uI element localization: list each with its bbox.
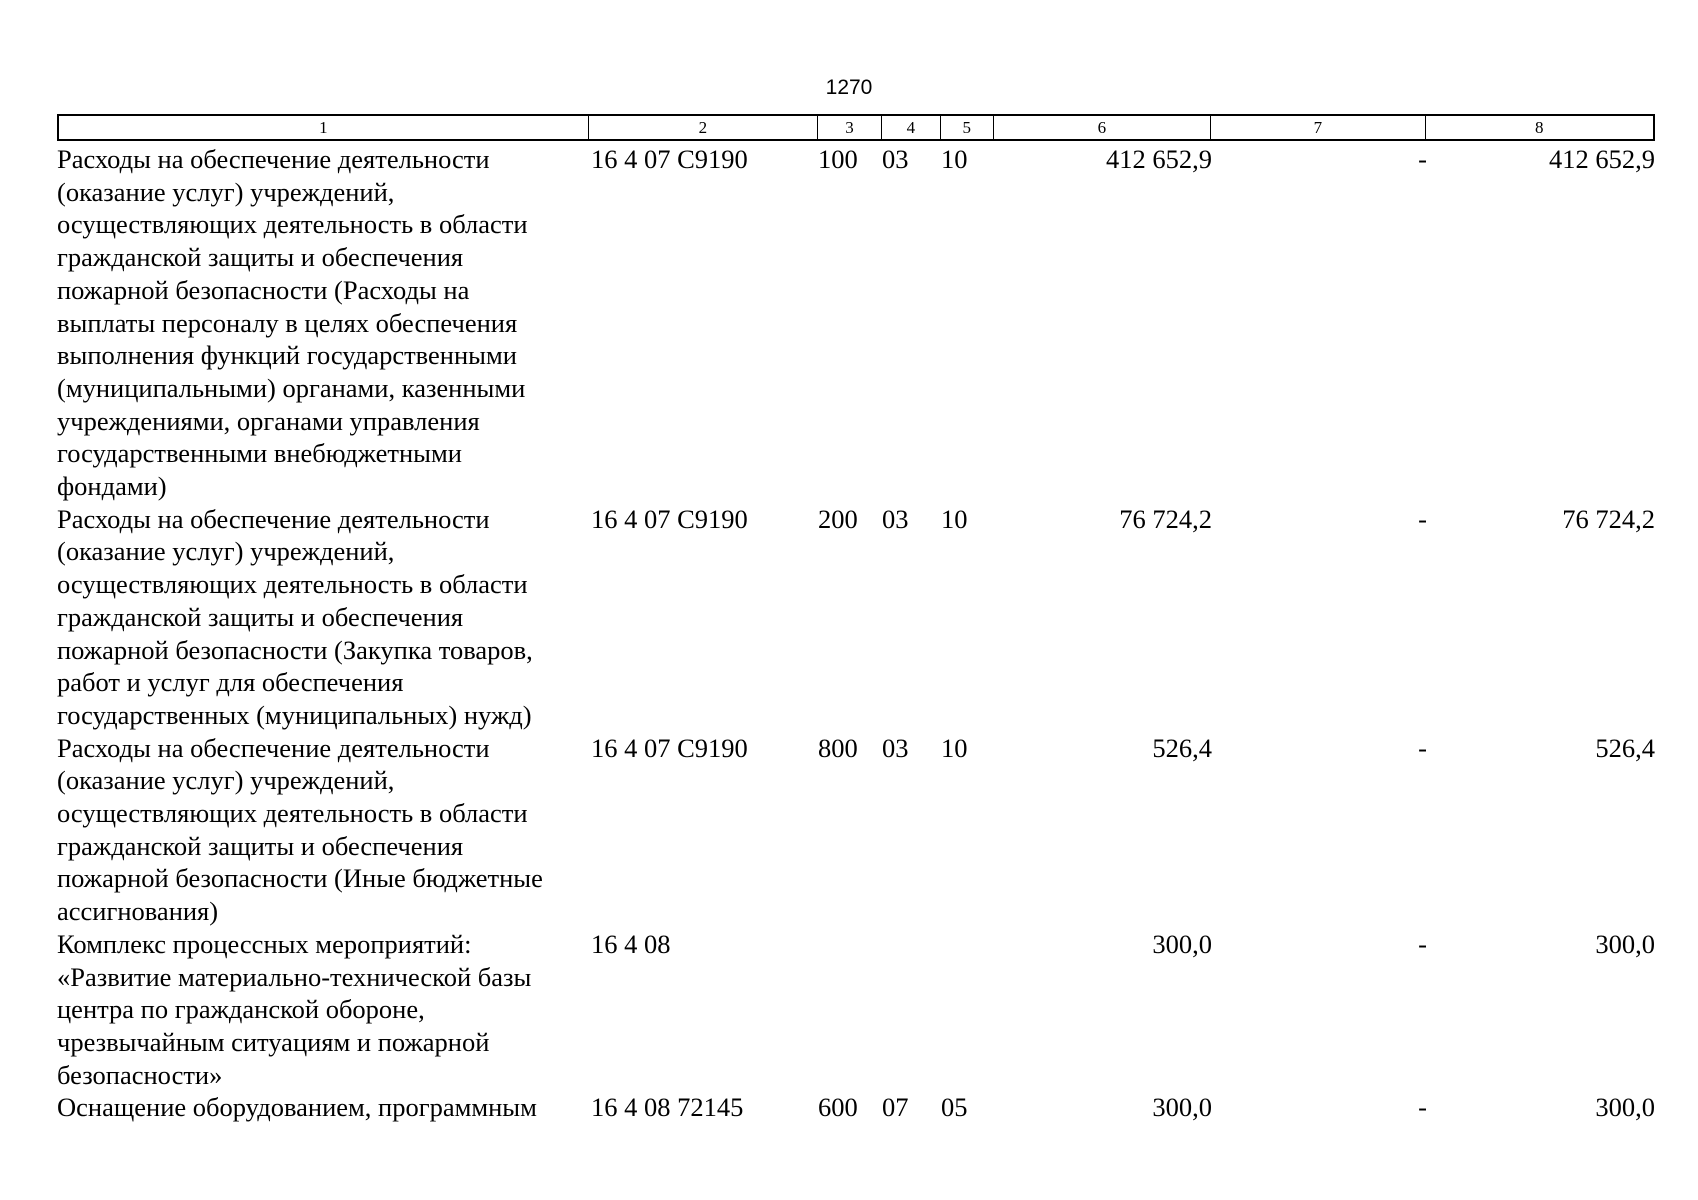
- row-code: 16 4 07 C9190: [591, 503, 748, 534]
- row-sum-2: -: [1418, 144, 1427, 174]
- row-pr: 10: [941, 732, 968, 763]
- row-sum-1: 300,0: [1152, 928, 1212, 959]
- row-code: 16 4 07 C9190: [591, 732, 748, 763]
- table-row: [57, 503, 1655, 732]
- row-sum-2: -: [1418, 503, 1427, 534]
- row-sum-1: 300,0: [1152, 1092, 1212, 1123]
- row-code: 16 4 07 C9190: [591, 144, 748, 174]
- row-name: Расходы на обеспечение деятельности (оказание услуг) учреждений, осуществляющих деятельность в области гражданской защиты и обеспечения пожарной безопасности (Закупка товаров, работ и услуг для обеспечения государственных (муниципальных) нужд): [57, 503, 533, 730]
- row-rz: 03: [882, 732, 909, 763]
- table-row: [57, 928, 1655, 1092]
- table-row: [57, 732, 1655, 928]
- row-sum-3: 300,0: [1595, 928, 1655, 959]
- row-name: Комплекс процессных мероприятий: «Развитие материально-технической базы центра по гражданской обороне, чрезвычайным ситуациям и пожарной безопасности»: [57, 928, 532, 1090]
- row-pr: 10: [941, 144, 968, 174]
- row-code: 16 4 08: [591, 928, 671, 959]
- header-col-5: 5: [941, 116, 994, 139]
- header-col-4: 4: [882, 116, 941, 139]
- row-vr: 200: [818, 503, 858, 534]
- row-sum-1: 412 652,9: [1106, 144, 1212, 174]
- row-pr: 05: [941, 1092, 968, 1123]
- row-rz: 03: [882, 503, 909, 534]
- row-sum-1: 526,4: [1152, 732, 1212, 763]
- row-vr: 100: [818, 144, 858, 174]
- header-col-6: 6: [994, 116, 1211, 139]
- row-sum-3: 76 724,2: [1562, 503, 1655, 534]
- row-sum-3: 412 652,9: [1549, 144, 1655, 174]
- row-code: 16 4 08 72145: [591, 1092, 744, 1123]
- table-header: [57, 114, 1655, 141]
- page-number: 1270: [825, 76, 873, 99]
- row-rz: 07: [882, 1092, 909, 1123]
- row-vr: 800: [818, 732, 858, 763]
- table-body: [57, 143, 1655, 1124]
- table-row: [57, 143, 1655, 503]
- header-col-8: 8: [1535, 118, 1544, 137]
- row-pr: [941, 928, 994, 1092]
- row-vr: [818, 928, 882, 1092]
- row-sum-2: -: [1418, 732, 1427, 763]
- row-sum-1: 76 724,2: [1119, 503, 1212, 534]
- row-sum-3: 300,0: [1595, 1092, 1655, 1123]
- row-name: Расходы на обеспечение деятельности (оказание услуг) учреждений, осуществляющих деятельность в области гражданской защиты и обеспечения пожарной безопасности (Расходы на выплаты персоналу в целях обеспечения выполнения функций государственными (муниципальными) органами, казенными учреждениями, органами управления государственными внебюджетными фондами): [57, 144, 528, 502]
- row-sum-2: -: [1418, 928, 1427, 959]
- row-pr: 10: [941, 503, 968, 534]
- row-vr: 600: [818, 1092, 858, 1123]
- row-name: Оснащение оборудованием, программным: [57, 1092, 537, 1123]
- header-col-1: 1: [59, 116, 589, 139]
- row-sum-2: -: [1418, 1092, 1427, 1123]
- row-name: Расходы на обеспечение деятельности (оказание услуг) учреждений, осуществляющих деятельность в области гражданской защиты и обеспечения пожарной безопасности (Иные бюджетные ассигнования): [57, 732, 543, 927]
- header-col-3: 3: [818, 116, 882, 139]
- row-rz: [882, 928, 941, 1092]
- row-rz: 03: [882, 144, 909, 174]
- table-row: [57, 1091, 1655, 1124]
- header-col-7: 7: [1211, 116, 1425, 139]
- row-sum-3: 526,4: [1595, 732, 1655, 763]
- header-col-2: 2: [589, 116, 818, 139]
